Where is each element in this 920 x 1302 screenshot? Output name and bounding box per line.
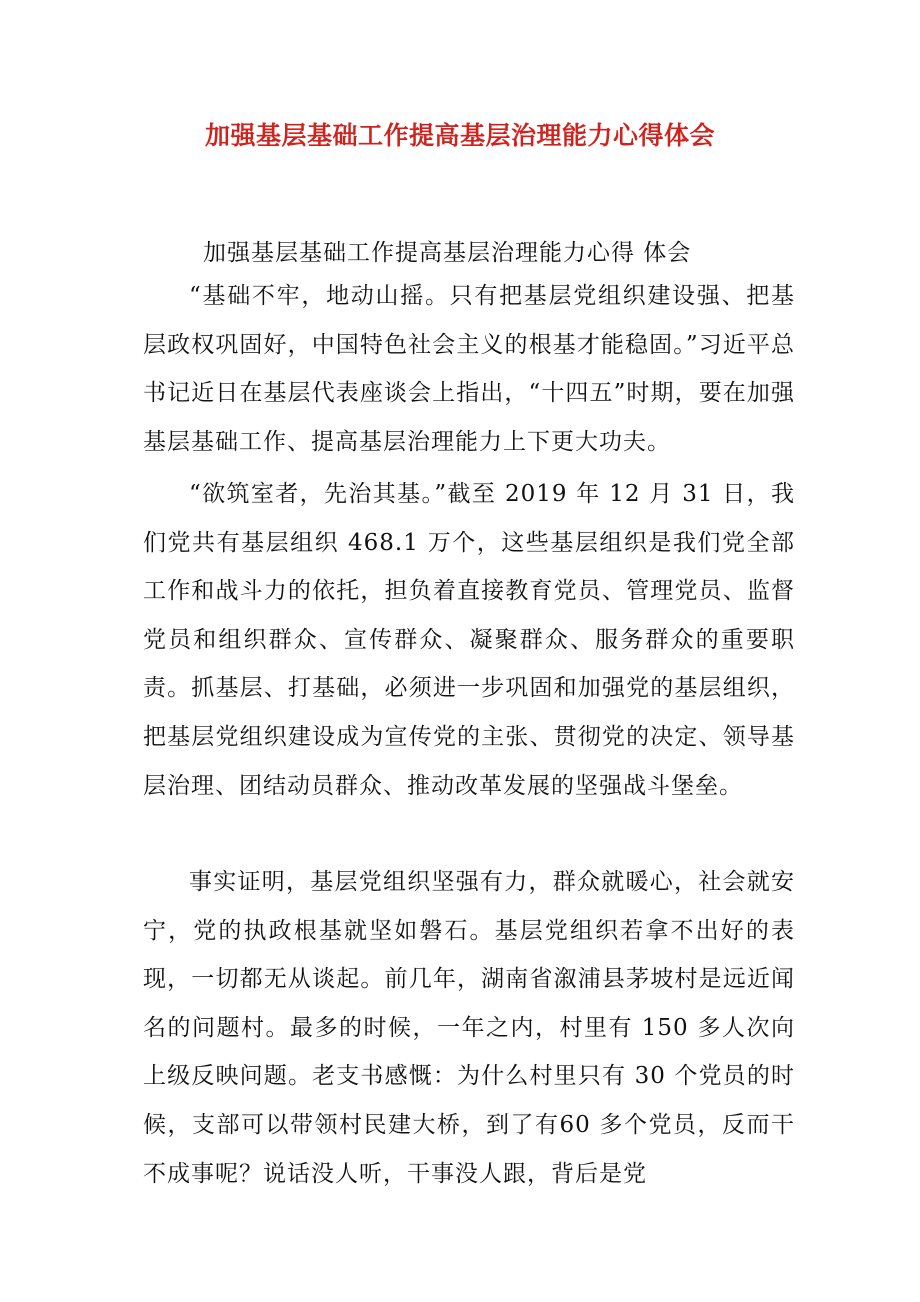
paragraph-text: “基础不牢，地动山摇。只有把基层党组织建设强、把基层政权巩固好，中国特色社会主义的根基才能稳固。”习近平总书记近日在基层代表座谈会上指出，“十四五”时期，要在加强基层基础工作、提高基层治理能力上下更大功夫。 [143, 283, 795, 455]
document-subtitle: 加强基层基础工作提高基层治理能力心得 体会 [203, 240, 692, 266]
paragraph-3 [143, 858, 795, 1198]
paragraph-2 [143, 470, 795, 810]
paragraph-text: “欲筑室者，先治其基。”截至 2019 年 12 月 31 日，我们党共有基层组织 468.1 万个，这些基层组织是我们党全部工作和战斗力的依托，担负着直接教育党员、管理党员、监督党员和组织群众、宣传群众、凝聚群众、服务群众的重要职责。抓基层、打基础，必须进一步巩固和加强党的基层组织，把基层党组织建设成为宣传党的主张、贯彻党的决定、领导基层治理、团结动员群众、推动改革发展的坚强战斗堡垒。 [143, 481, 795, 799]
paragraph-text: 事实证明，基层党组织坚强有力，群众就暖心，社会就安宁，党的执政根基就坚如磐石。基层党组织若拿不出好的表现，一切都无从谈起。前几年，湖南省溆浦县茅坡村是远近闻名的问题村。最多的时候，一年之内，村里有 150 多人次向上级反映问题。老支书感慨：为什么村里只有 30 个党员的时候，支部可以带领村民建大桥，到了有60 多个党员，反而干不成事呢？说话没人听，干事没人跟，背后是党 [143, 869, 795, 1187]
document-title: 加强基层基础工作提高基层治理能力心得体会 [204, 121, 715, 150]
paragraph-1 [143, 272, 795, 466]
